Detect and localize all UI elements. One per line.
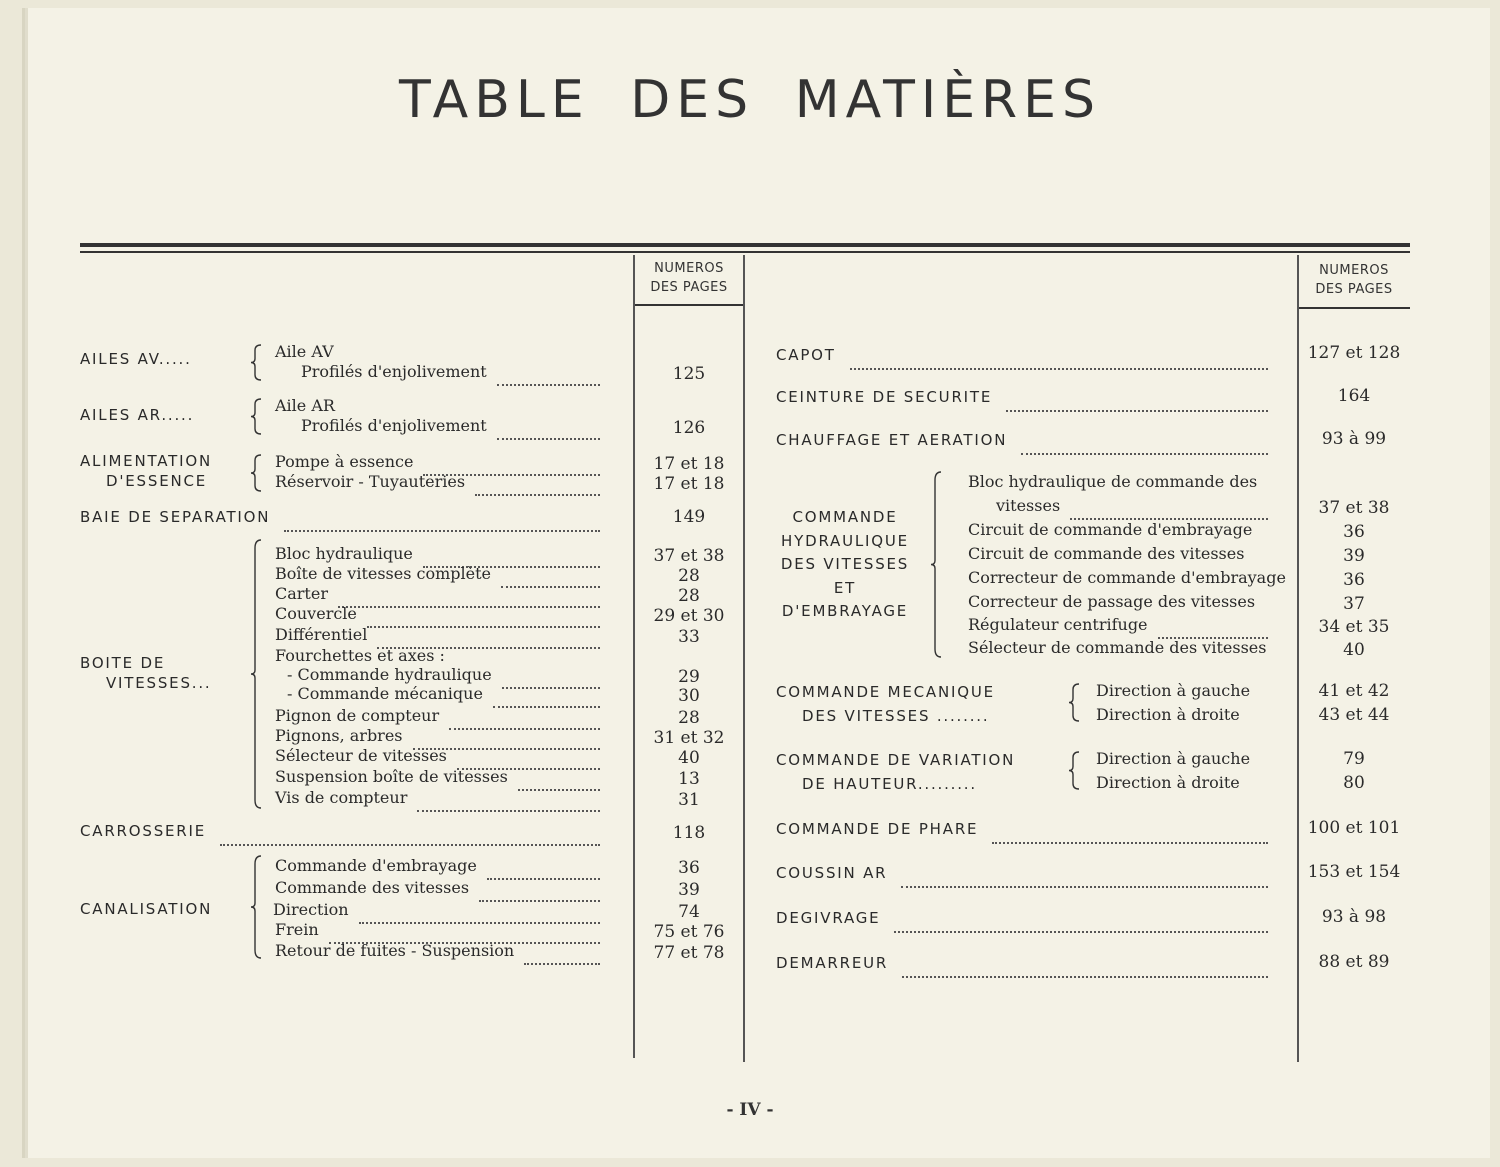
page-ref: 80 [1343, 773, 1365, 793]
dot-leader [338, 588, 600, 608]
entry-label: Direction à droite [1096, 773, 1240, 792]
entry-label: Différentiel [275, 625, 368, 644]
entry-label: Commande des vitesses [275, 878, 470, 897]
page-ref: 39 [678, 880, 700, 900]
page-ref: 33 [678, 627, 700, 647]
dot-leader [524, 945, 600, 965]
entry-label: Retour de fuites - Suspension [275, 941, 515, 960]
dot-leader [497, 420, 600, 440]
dot-leader [1158, 619, 1268, 639]
brace-icon [931, 472, 945, 657]
entry-label: vitesses [996, 496, 1061, 515]
entry-label: Aile AV [275, 342, 334, 361]
entry-label: Sélecteur de vitesses [275, 746, 447, 765]
page-ref: 88 et 89 [1318, 952, 1390, 972]
entry-label: Sélecteur de commande des vitesses [968, 638, 1267, 657]
page-ref: 28 [678, 708, 700, 728]
page-ref: 118 [672, 823, 706, 843]
section-heading-line: D'EMBRAYAGE [781, 602, 909, 620]
page-ref: 40 [1343, 640, 1365, 660]
page-ref: 41 et 42 [1318, 681, 1390, 701]
section-heading: COMMANDE DE PHARE [776, 820, 979, 838]
entry-label: - Commande hydraulique [287, 665, 492, 684]
dot-leader [894, 913, 1268, 933]
left-page-column-header [634, 259, 744, 297]
entry-label: Bloc hydraulique [275, 544, 413, 563]
page-ref: 93 à 98 [1321, 907, 1387, 927]
entry-label: Aile AR [275, 396, 335, 415]
entry-label: Profilés d'enjolivement [301, 362, 487, 381]
right-page-column-header [1298, 261, 1410, 299]
entry-label: Circuit de commande d'embrayage [968, 520, 1253, 539]
entry-label: Régulateur centrifuge [968, 615, 1148, 634]
page-ref: 29 [678, 667, 700, 687]
brace-icon [251, 399, 265, 434]
page-ref: 37 [1343, 594, 1365, 614]
section-heading: DEMARREUR [776, 954, 889, 972]
dot-leader [493, 688, 600, 708]
brace-icon [251, 540, 265, 808]
dot-leader [367, 608, 600, 628]
section-heading: CARROSSERIE [80, 822, 207, 840]
entry-label: Direction à gauche [1096, 749, 1251, 768]
section-heading-line: ALIMENTATION [80, 452, 212, 470]
section-heading-line: COMMANDE [792, 508, 898, 526]
section-heading: CAPOT [776, 346, 836, 364]
section-heading-line: D'ESSENCE [106, 472, 208, 490]
right-header-rule [1298, 307, 1410, 309]
section-heading: COUSSIN AR [776, 864, 888, 882]
dot-leader [1070, 500, 1268, 520]
entry-label: Direction à droite [1096, 705, 1240, 724]
entry-label: - Commande mécanique [287, 684, 483, 703]
page-ref: 164 [1337, 386, 1371, 406]
page-ref: 36 [1343, 522, 1365, 542]
entry-label: Direction [273, 900, 349, 919]
page-ref: 74 [678, 902, 700, 922]
page-number: - IV - [726, 1100, 774, 1120]
page-ref: 28 [678, 566, 700, 586]
entry-label: Vis de compteur [275, 788, 408, 807]
section-heading: DEGIVRAGE [776, 909, 881, 927]
page-ref: 153 et 154 [1307, 862, 1401, 882]
section-heading-line: BOITE DE [80, 654, 166, 672]
section-heading: CEINTURE DE SECURITE [776, 388, 993, 406]
entry-label: Couvercle [275, 604, 357, 623]
page-ref: 100 et 101 [1307, 818, 1401, 838]
page-ref: 40 [678, 748, 700, 768]
page-ref: 29 et 30 [653, 606, 725, 626]
page-ref: 75 et 76 [653, 922, 725, 942]
section-heading: AILES AR..... [80, 406, 195, 424]
dot-leader [359, 904, 600, 924]
section-heading-line: VITESSES... [106, 674, 212, 692]
page-ref: 77 et 78 [653, 943, 725, 963]
dot-leader [479, 882, 600, 902]
brace-icon [251, 455, 265, 491]
entry-label: Frein [275, 920, 319, 939]
page-ref: 30 [678, 686, 700, 706]
entry-label: Carter [275, 584, 328, 603]
brace-icon [1069, 684, 1083, 721]
dot-leader [449, 710, 600, 730]
entry-label: Pignons, arbres [275, 726, 403, 745]
entry-label: Profilés d'enjolivement [301, 416, 487, 435]
brace-icon [251, 856, 265, 958]
entry-label: Boîte de vitesses complète [275, 564, 492, 583]
section-heading: BAIE DE SEPARATION [80, 508, 271, 526]
page-ref: 13 [678, 769, 700, 789]
page-ref: 93 à 99 [1321, 429, 1387, 449]
top-rule-thin [80, 251, 1410, 253]
entry-label: Suspension boîte de vitesses [275, 767, 508, 786]
dot-leader [1021, 435, 1268, 455]
section-heading-line: ET [833, 578, 857, 597]
page-ref: 28 [678, 586, 700, 606]
dot-leader [502, 669, 600, 689]
section-heading-line: COMMANDE DE VARIATION [776, 751, 1016, 769]
dot-leader [487, 860, 600, 880]
left-header-rule [634, 304, 744, 306]
page-ref: 37 et 38 [653, 546, 725, 566]
page-ref: 17 et 18 [653, 474, 725, 494]
header-line-2: DES PAGES [1315, 282, 1393, 297]
entry-label: Circuit de commande des vitesses [968, 544, 1245, 563]
dot-leader [284, 512, 600, 532]
dot-leader [901, 868, 1268, 888]
header-line-1: NUMEROS [654, 261, 724, 276]
dot-leader [992, 824, 1268, 844]
section-heading-line: DES VITESSES [780, 555, 910, 573]
page-ref: 17 et 18 [653, 454, 725, 474]
dot-leader [518, 771, 600, 791]
entry-label: Bloc hydraulique de commande des [968, 472, 1258, 491]
entry-label: Commande d'embrayage [275, 856, 477, 875]
dot-leader [850, 350, 1268, 370]
page-ref: 127 et 128 [1307, 343, 1401, 363]
entry-label: Correcteur de passage des vitesses [968, 592, 1256, 611]
page-ref: 34 et 35 [1318, 617, 1390, 637]
page-ref: 31 et 32 [653, 728, 725, 748]
header-line-2: DES PAGES [650, 280, 728, 295]
brace-icon [251, 345, 265, 380]
dot-leader [417, 792, 600, 812]
entry-label: Direction à gauche [1096, 681, 1251, 700]
entry-label: Correcteur de commande d'embrayage [968, 568, 1286, 587]
dot-leader [902, 958, 1268, 978]
dot-leader [501, 568, 600, 588]
page-ref: 31 [678, 790, 700, 810]
section-heading-line: COMMANDE MECANIQUE [776, 683, 995, 701]
section-heading: AILES AV..... [80, 350, 192, 368]
top-rule [80, 243, 1410, 247]
page-ref: 39 [1343, 546, 1365, 566]
dot-leader [220, 826, 600, 846]
page-ref: 36 [1343, 570, 1365, 590]
page-title: TABLE DES MATIÈRES [398, 70, 1102, 130]
page-ref: 79 [1343, 749, 1365, 769]
section-heading-line: DE HAUTEUR......... [802, 775, 977, 793]
dot-leader [1006, 392, 1268, 412]
entry-label: Pompe à essence [275, 452, 414, 471]
page-ref: 36 [678, 858, 700, 878]
entry-label: Fourchettes et axes : [275, 646, 445, 665]
brace-icon [1069, 752, 1083, 789]
page-ref: 126 [672, 418, 706, 438]
header-line-1: NUMEROS [1319, 263, 1389, 278]
page-ref: 149 [672, 507, 706, 527]
page-ref: 37 et 38 [1318, 498, 1390, 518]
section-heading: CHAUFFAGE ET AERATION [776, 431, 1008, 449]
entry-label: Pignon de compteur [275, 706, 440, 725]
entry-label: Réservoir - Tuyauteries [275, 472, 466, 491]
dot-leader [475, 476, 600, 496]
page-ref: 125 [672, 364, 706, 384]
page-ref: 43 et 44 [1318, 705, 1390, 725]
dot-leader [497, 366, 600, 386]
section-heading: CANALISATION [80, 900, 213, 918]
section-heading-line: HYDRAULIQUE [781, 531, 909, 550]
section-heading-line: DES VITESSES ........ [802, 707, 990, 725]
